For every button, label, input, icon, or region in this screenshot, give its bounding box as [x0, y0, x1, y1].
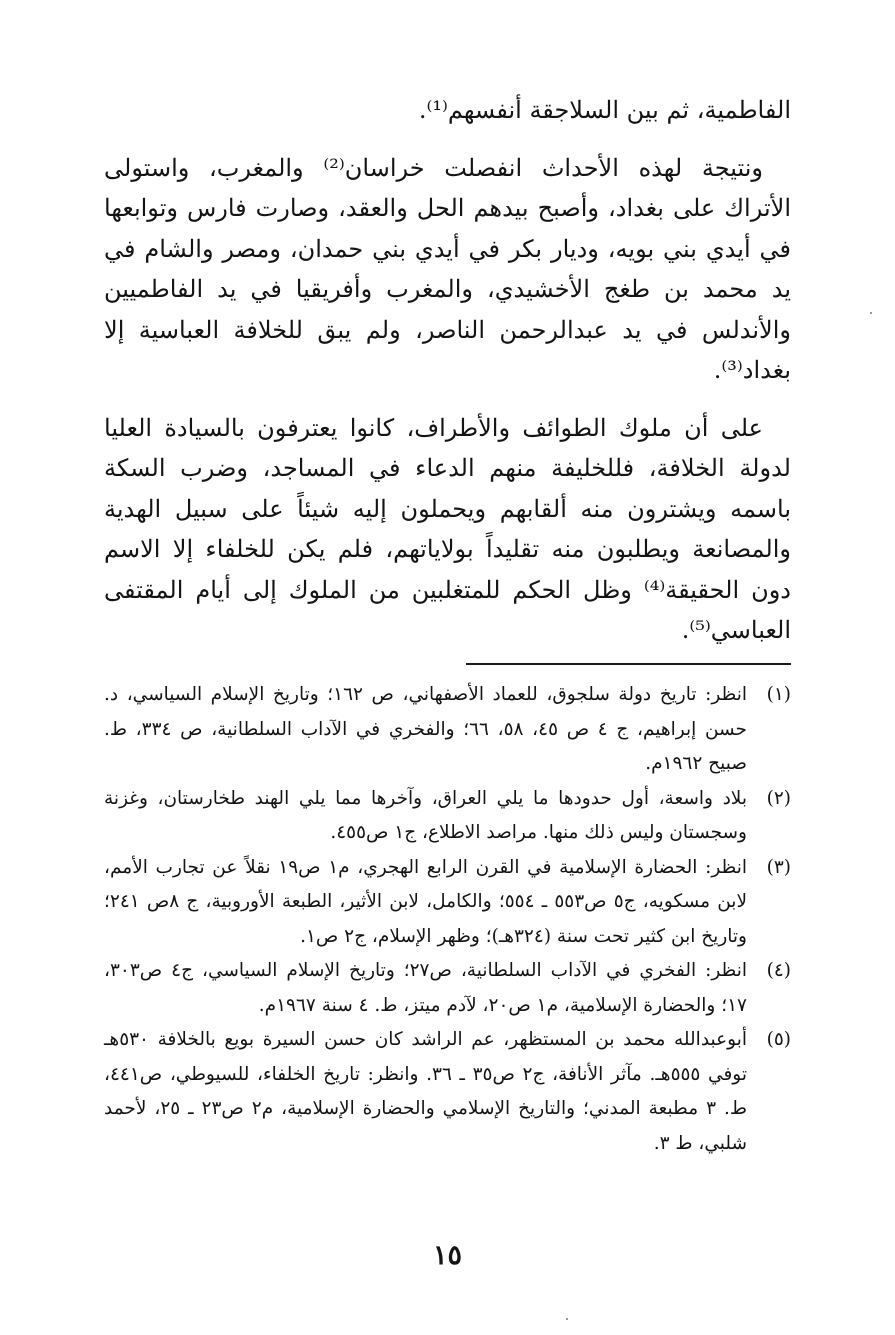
- footnote-5: [104, 1023, 791, 1161]
- footnote-text: انظر: الحضارة الإسلامية في القرن الرابع الهجري، م١ ص١٩ نقلاً عن تجارب الأمم، لابن مسكويه، ج٥ ص٥٥٣ ـ ٥٥٤؛ والكامل، لابن الأثير، الطبعة الأوروبية، ج ٨ص ٢٤١؛ وتاريخ ابن كثير تحت سنة (٣٢٤هـ)؛ وظهر الإسلام، ج٢ ص١.: [104, 856, 747, 947]
- footnote-number: (٢): [766, 787, 791, 809]
- footnote-number: (٤): [766, 960, 791, 981]
- footnote-number: (١): [766, 684, 791, 705]
- footnote-2: [104, 782, 791, 851]
- footnote-number: (٥): [766, 1029, 791, 1050]
- footnote-number: (٣): [766, 856, 791, 878]
- footnote-3: [104, 851, 791, 955]
- paragraph-events: ونتيجة لهذه الأحداث انفصلت خراسان⁽²⁾ والمغرب، واستولى الأتراك على بغداد، وأصبح بيدهم الحل والعقد، وصارت فارس وتوابعها في أيدي بني بويه، وديار بكر في أيدي بني حمدان، ومصر والشام في يد محمد بن طغج الأخشيدي، والمغرب وأفريقيا في يد الفاطميين والأندلس في يد عبدالرحمن الناصر، ولم يبق للخلافة العباسية إلا بغداد⁽³⁾.: [104, 153, 791, 384]
- scan-speck: [870, 312, 872, 314]
- footnote-divider: [466, 663, 791, 665]
- paragraph-continuation: الفاطمية، ثم بين السلاجقة أنفسهم⁽¹⁾.: [418, 96, 791, 124]
- page-number: ١٥: [432, 1240, 462, 1271]
- footnote-text: بلاد واسعة، أول حدودها ما يلي العراق، وآخرها مما يلي الهند طخارستان، وغزنة وسجستان وليس ذلك منها. مراصد الاطلاع، ج١ ص٤٥٥.: [104, 787, 747, 843]
- footnote-text: انظر: الفخري في الآداب السلطانية، ص٢٧؛ وتاريخ الإسلام السياسي، ج٤ ص٣٠٣، ١٧؛ والحضارة الإسلامية، م١ ص٢٠، لآدم ميتز، ط. ٤ سنة ١٩٦٧م.: [104, 960, 747, 1016]
- footnote-4: [104, 954, 791, 1023]
- main-text: [104, 90, 791, 668]
- footnote-text: انظر: تاريخ دولة سلجوق، للعماد الأصفهاني، ص ١٦٢؛ وتاريخ الإسلام السياسي، د. حسن إبراهيم، ج ٤ ص ٤٥، ٥٨، ٦٦؛ والفخري في الآداب السلطانية، ص ٣٣٤، ط. صبيح ١٩٦٢م.: [104, 684, 748, 774]
- scan-speck: [566, 1318, 568, 1320]
- footnote-text: أبوعبدالله محمد بن المستظهر، عم الراشد كان حسن السيرة بويع بالخلافة ٥٣٠هـ توفي ٥٥٥هـ. مآثر الأنافة، ج٢ ص٣٥ ـ ٣٦. وانظر: تاريخ الخلفاء، للسيوطي، ص٤٤١، ط. ٣ مطبعة المدني؛ والتاريخ الإسلامي والحضارة الإسلامية، م٢ ص٢٣ ـ ٢٥، لأحمد شلبي، ط ٣.: [104, 1029, 748, 1154]
- paragraph-kings: على أن ملوك الطوائف والأطراف، كانوا يعترفون بالسيادة العليا لدولة الخلافة، فللخليفة منهم الدعاء في المساجد، وضرب السكة باسمه ويشترون منه ألقابهم ويحملون إليه شيئاً على سبيل الهدية والمصانعة ويطلبون منه تقليداً بولاياتهم، فلم يكن للخلفاء إلا الاسم دون الحقيقة⁽⁴⁾ وظل الحكم للمتغلبين من الملوك إلى أيام المقتفى العباسي⁽⁵⁾.: [104, 413, 791, 644]
- footnote-1: [104, 678, 791, 782]
- footnotes: [104, 678, 791, 1161]
